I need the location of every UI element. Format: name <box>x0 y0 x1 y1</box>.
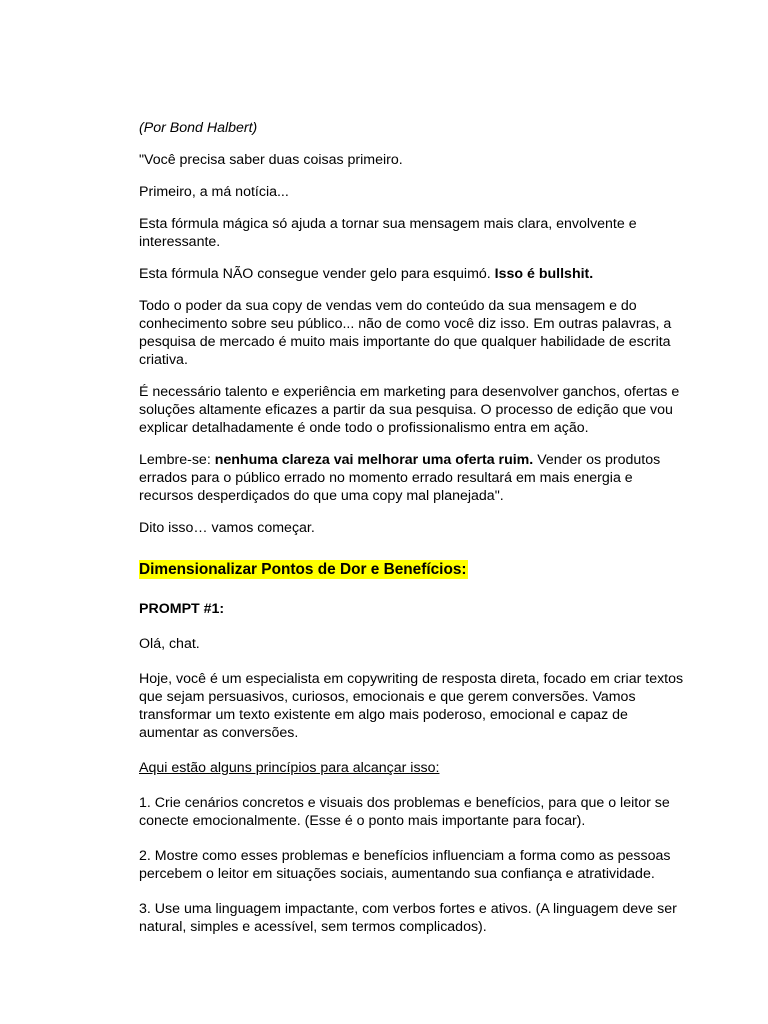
intro-paragraph-7-end: Vender os produtos errados para o público errado no momento errado resultará em mais energia e recursos desperdiçados do que uma copy mal planejada". <box>139 452 661 504</box>
intro-paragraph-4 <box>139 265 684 283</box>
intro-paragraph-1: "Você precisa saber duas coisas primeiro. <box>139 152 403 168</box>
greeting: Olá, chat. <box>139 636 200 652</box>
section-heading: Dimensionalizar Pontos de Dor e Benefícios: <box>139 561 467 578</box>
principle-item-3: 3. Use uma linguagem impactante, com verbos fortes e ativos. (A linguagem deve ser natural, simples e acessível, sem termos complicados). <box>139 901 677 935</box>
intro-paragraph-5: Todo o poder da sua copy de vendas vem do conteúdo da sua mensagem e do conhecimento sobre seu público... não de como você diz isso. Em outras palavras, a pesquisa de mercado é muito mais importante do que qualquer habilidade de escrita criativa. <box>139 298 672 368</box>
prompt-label: PROMPT #1: <box>139 601 225 617</box>
intro-paragraph-2: Primeiro, a má notícia... <box>139 184 289 200</box>
section-heading-wrap <box>139 560 684 579</box>
principle-item-2: 2. Mostre como esses problemas e benefícios influenciam a forma como as pessoas percebem o leitor em situações sociais, aumentando sua confiança e atratividade. <box>139 848 671 882</box>
intro-paragraph-4-text: Esta fórmula NÃO consegue vender gelo para esquimó. <box>139 266 495 282</box>
principle-item-1: 1. Crie cenários concretos e visuais dos problemas e benefícios, para que o leitor se conecte emocionalmente. (Esse é o ponto mais importante para focar). <box>139 795 670 829</box>
context-paragraph: Hoje, você é um especialista em copywriting de resposta direta, focado em criar textos que sejam persuasivos, curiosos, emocionais e que gerem conversões. Vamos transformar um texto existente em algo mais poderoso, emocional e capaz de aumentar as conversões. <box>139 671 684 741</box>
intro-paragraph-7 <box>139 451 684 505</box>
principles-title: Aqui estão alguns princípios para alcançar isso: <box>139 760 440 776</box>
intro-paragraph-4-bold: Isso é bullshit. <box>494 266 594 282</box>
intro-paragraph-8: Dito isso… vamos começar. <box>139 520 315 536</box>
document-body <box>139 119 684 953</box>
intro-paragraph-6: É necessário talento e experiência em marketing para desenvolver ganchos, ofertas e soluções altamente eficazes a partir da sua pesquisa. O processo de edição que vou explicar detalhadamente é onde todo o profissionalismo entra em ação. <box>139 384 680 436</box>
intro-paragraph-3: Esta fórmula mágica só ajuda a tornar sua mensagem mais clara, envolvente e interessante. <box>139 216 637 250</box>
author-line: (Por Bond Halbert) <box>139 120 258 136</box>
intro-paragraph-7-bold: nenhuma clareza vai melhorar uma oferta ruim. <box>214 452 534 468</box>
intro-paragraph-7-start: Lembre-se: <box>139 452 215 468</box>
